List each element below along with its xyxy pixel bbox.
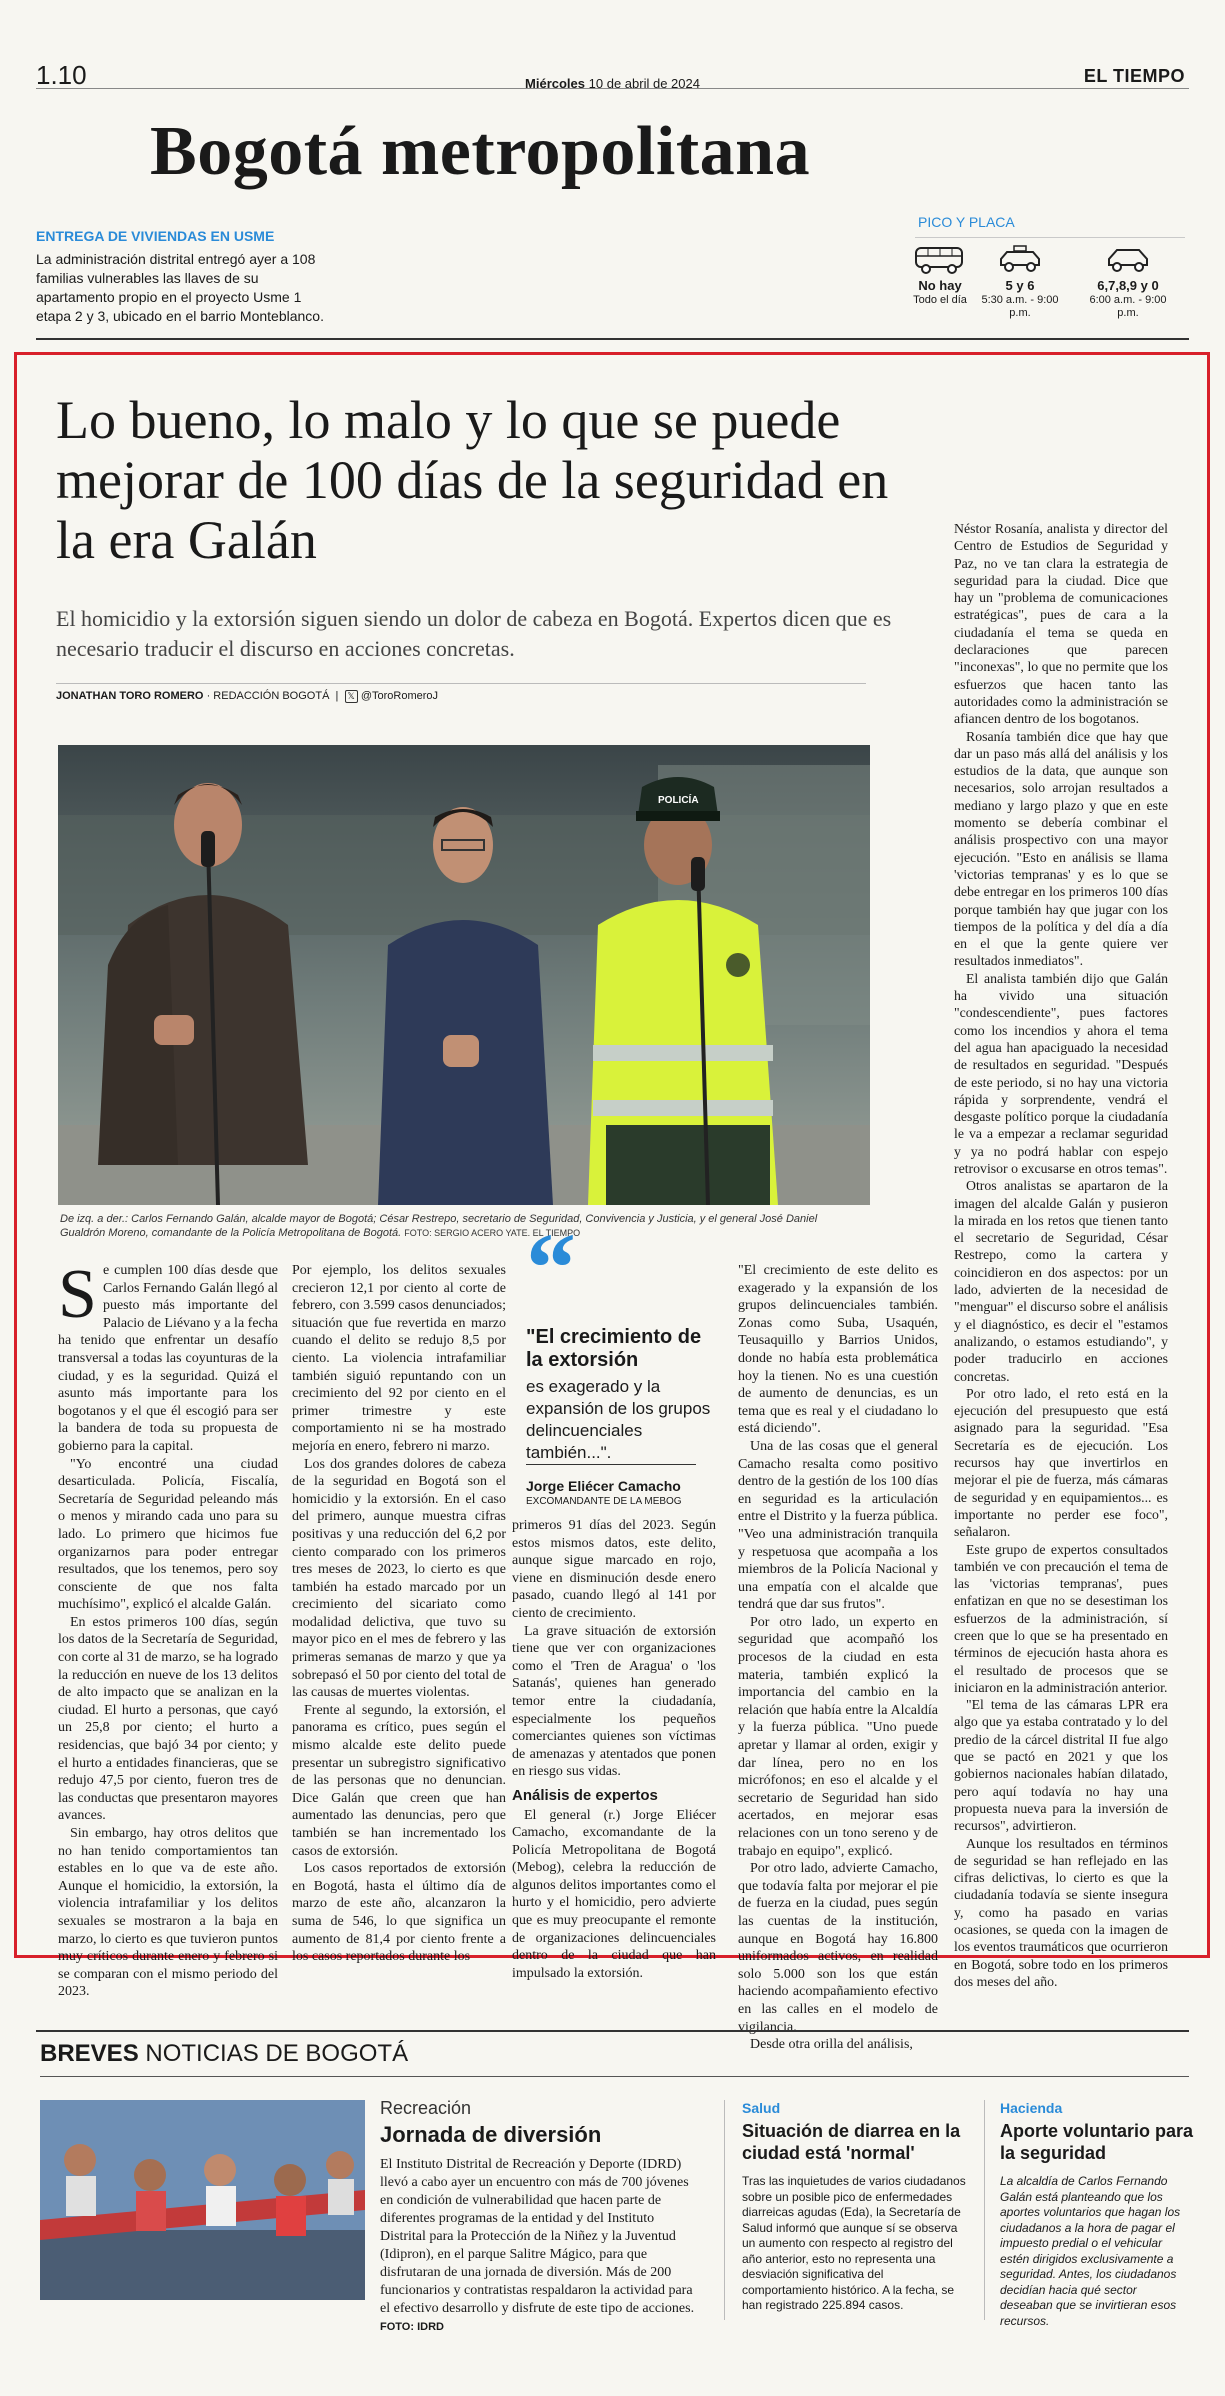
article-paragraph: Frente al segundo, la extorsión, el panorama es crítico, pues según el mismo alcalde este delito puede presentar un subregistro significativo de las personas que no denuncian. Dice Galán que creen que han aumentado las denuncias, pero que también se han incrementado los casos de extorsión. — [292, 1702, 506, 1859]
pyp-bus-schedule: Todo el día — [913, 294, 967, 306]
byline-rule — [56, 683, 866, 684]
pyp-taxi-schedule: 5:30 a.m. - 9:00 p.m. — [981, 294, 1059, 319]
breve-3-text: La alcaldía de Carlos Fernando Galán está planteando que los aportes voluntarios que hagan los ciudadanos a la hora de pagar el impuesto predial o el vehicular estén dirigidos exclusivamente a seguridad. Antes, los ciudadanos decidían hacia qué sector deseaban que se invirtieran esos recursos. — [1000, 2174, 1181, 2328]
article-headline: Lo bueno, lo malo y lo que se puede mejorar de 100 días de la seguridad en la era Galán — [56, 390, 889, 570]
article-paragraph: Los casos reportados de extorsión en Bogotá, hasta el último día de marzo de este año, alcanzaron la suma de 546, lo que significa un aumento de 81,4 por ciento frente a los casos reportados durante los — [292, 1861, 506, 1965]
article-paragraph: "El tema de las cámaras LPR era algo que ya estaba contratado y lo del predio de la cárcel distrital II fue algo que se pactó en 2021 y que los gobiernos nacionales habían dilatado, pero aquí todavía no hay una propuesta nueva para la inversión de recursos", advirtieron. — [954, 1697, 1168, 1834]
breve-2-category: Salud — [742, 2100, 781, 2116]
breve-1-body — [380, 2156, 700, 2336]
issue-day: 10 de abril de 2024 — [588, 76, 700, 91]
pyp-item-taxi — [975, 245, 1065, 320]
x-logo-icon: 𝕏 — [345, 690, 358, 703]
breve-2-text: Tras las inquietudes de varios ciudadanos sobre un posible pico de enfermedades diarreicas agudas (Eda), la Secretaría de Salud informó que aunque sí se observa un aumento con respecto al registro del año anterior, esto no representa una desviación significativa del comportamiento histórico. A la fecha, se han registrado 225.894 casos. — [742, 2174, 966, 2312]
section-title: Bogotá metropolitana — [150, 113, 811, 190]
breves-label-rest: NOTICIAS DE BOGOTÁ — [145, 2040, 409, 2067]
newspaper-brand: EL TIEMPO — [1083, 66, 1185, 86]
pico-y-placa-rule — [915, 237, 1185, 238]
author-name: JONATHAN TORO ROMERO — [56, 690, 204, 702]
photo-credit: FOTO: SERGIO ACERO YATE. EL TIEMPO — [404, 1228, 581, 1238]
pull-quote-author: Jorge Eliécer Camacho — [526, 1478, 681, 1494]
article-paragraph: El general (r.) Jorge Eliécer Camacho, excomandante de la Policía Metropolitana de Bogotá (Mebog), celebra la reducción de algunos delitos importantes como el hurto y el homicidio, pero advierte que es muy preocupante el remonte de organizaciones delincuenciales dentro de la ciudad que han impulsado la extorsión. — [512, 1807, 716, 1981]
pyp-car-schedule: 6:00 a.m. - 9:00 p.m. — [1089, 294, 1167, 319]
author-handle: @ToroRomeroJ — [360, 690, 439, 702]
author-desk: · REDACCIÓN BOGOTÁ — [206, 690, 330, 702]
article-subhead: Análisis de expertos — [512, 1786, 658, 1804]
pull-quote-text: es exagerado y la expansión de los grupos delincuenciales también...". — [526, 1377, 711, 1462]
article-paragraph: Una de las cosas que el general Camacho resalta como positivo dentro de la gestión de los 100 días en seguridad es la articulación entre el Distrito y la fuerza pública. "Veo una administración tranquila y respetuosa que acompaña a los miembros de la Policía Nacional y una empatía con el alcalde que tendrá que dar sus frutos". — [738, 1438, 938, 1613]
article-paragraph: Este grupo de expertos consultados también ve con precaución el tema de las 'victorias tempranas', pues enfatizan en que no se desestiman los esfuerzos de la administración, sí creen que lo que se ha presentado en términos de ejecución hasta ahora es el resultado de procesos que se iniciaron en la administración anterior. — [954, 1541, 1168, 1695]
breves-separator — [724, 2100, 725, 2320]
section-divider — [36, 338, 1189, 340]
article-paragraph: e cumplen 100 días desde que Carlos Fernando Galán llegó al puesto más importante del Palacio de Liévano y a la fecha ha tenido que enfrentar un desafío transversal a todas las coyunturas de la ciudad, y es la seguridad. Quizá el asunto más importante para los bogotanos y el que él escogió para ser la bandera de toda su propuesta de gobierno para la capital. — [58, 1263, 278, 1454]
article-paragraph: El analista también dijo que Galán ha vivido una situación "condescendiente", pues factores como los incendios y ahora el tema del agua han apaciguado la necesidad de resultados en seguridad. "Después de este periodo, si no hay una victoria rápida y sorprendente, vendrá el desgaste político porque la ciudadanía le va a empezar a reclamar seguridad y ya no podrá hablar con espejo retrovisor o excusarse en otros temas". — [954, 970, 1168, 1176]
article-paragraph: Los dos grandes dolores de cabeza de la seguridad en Bogotá son el homicidio y la extorsión. En el caso del primero, aunque muestra cifras positivas y una reducción del 6,2 por ciento comparado con los primeros tres meses de 2023, lo cierto es que también ha estado marcado por un crecimiento del sicariato como modalidad delictiva, que tuvo su mayor pico en el mes de febrero y las primeras semanas de marzo y que ya sobrepasó el 50 por ciento del total de las causas de muertes violentas. — [292, 1456, 506, 1701]
article-paragraph: Rosanía también dice que hay que dar un paso más allá del análisis y los estudios de la data, que aunque son necesarios, solo arrojan resultados a mediano y largo plazo y que en este momento se debería combinar el análisis prospectivo con una mayor ejecución. "Esto en análisis se llama 'victorias tempranas' y es lo que se debe entregar en los primeros 100 días porque también hay que jugar con los tiempos de la política y del día a día en el que la gente quiere ver resultados inmediatos". — [954, 728, 1168, 969]
article-paragraph: "Yo encontré una ciudad desarticulada. Policía, Fiscalía, Secretaría de Seguridad peleando más o menos y mirando cada uno para su lado. Lo primero que hicimos fue organizarnos para poder entregar resultados, que los tenemos, pero soy consciente de que nos falta muchísimo", explicó el alcalde Galán. — [58, 1456, 278, 1613]
issue-date — [0, 76, 1225, 91]
breves-label-bold: BREVES — [40, 2040, 139, 2067]
article-column-1 — [58, 1256, 278, 2001]
breves-photo — [40, 2100, 365, 2300]
pull-quote-lead: "El crecimiento de la extorsión — [526, 1326, 702, 1371]
photo-caption — [60, 1212, 860, 1240]
police-cap-label: POLICÍA — [658, 795, 699, 806]
breves-top-rule — [36, 2030, 1189, 2032]
article-paragraph: La grave situación de extorsión tiene que ver con organizaciones como el 'Tren de Aragua' o 'los Satanás', quienes han generado temor entre la ciudadanía, especialmente los pequeños comerciantes quienes son víctimas de amenazas y atentados que ponen en riesgo sus vidas. — [512, 1623, 716, 1780]
article-paragraph: Por ejemplo, los delitos sexuales crecieron 12,1 por ciento al corte de febrero, con 3.599 casos denunciados; situación que fue revertida en marzo cuando el delito se redujo 8,5 por ciento. La violencia intrafamiliar también siguió repuntando con un crecimiento del 92 por ciento en el primer trimestre y este comportamiento ni se ha mostrado mejoría en enero, febrero ni marzo. — [292, 1263, 506, 1454]
article-paragraph: Por otro lado, advierte Camacho, que todavía falta por mejorar el pie de fuerza en la ciudad, pues según las cuentas de la institución, aunque en Bogotá hay 16.800 uniformados activos, en realidad solo 5.000 son los que están haciendo acompañamiento efectivo en las calles en el modelo de vigilancia. — [738, 1861, 938, 2035]
article-paragraph: Sin embargo, hay otros delitos que no han tenido comportamientos tan estables en lo que va de este año. Aunque el homicidio, la extorsión, la violencia intrafamiliar y los delitos sexuales se mostraron a la baja en marzo, lo cierto es que tuvieron puntos muy críticos durante enero y febrero si se comparan con el mismo periodo del 2023. — [58, 1826, 278, 2000]
car-icon — [1105, 245, 1151, 275]
article-paragraph: Aunque los resultados en términos de seguridad se han reflejado en las cifras delictivas, lo cierto es que la ciudadanía todavía se siente insegura y, como ha pasado en varias ocasiones, se queda con la imagen de los eventos traumáticos que ocurrieron en Bogotá, sobre todo en los primeros dos meses del año. — [954, 1835, 1168, 1989]
article-column-5 — [954, 520, 1168, 1990]
article-paragraph: Por otro lado, un experto en seguridad que acompañó los procesos de la ciudad en esta materia, también explicó la importancia del cambio en la relación que había entre la Alcaldía y la fuerza pública. "Uno puede apretar y llamar al orden, exigir y dar línea, pero no en los micrófonos; en eso el alcalde y el secretario de Seguridad han sido acertados, en mejorar esas relaciones con un tono sereno y de trabajo en equipo", explicó. — [738, 1614, 938, 1859]
breve-1-title: Jornada de diversión — [380, 2122, 602, 2147]
quote-mark-icon: “ — [526, 1212, 576, 1323]
article-photo — [58, 745, 870, 1205]
article-paragraph: Néstor Rosanía, analista y director del Centro de Estudios de Seguridad y Paz, no ve tan clara la estrategia de seguridad para la ciudad. Dice que hay un "problema de comunicaciones estratégicas", pues de cara a la ciudadanía el tema se queda en declaraciones que parecen "inconexas", lo que no permite que los esfuerzos que hacen tanto las autoridades como la administración se afiancen dentro de los bogotanos. — [954, 521, 1168, 727]
promo-text: La administración distrital entregó ayer a 108 familias vulnerables las llaves de su apartamento propio en el proyecto Usme 1 etapa 2 y 3, ubicado en el barrio Monteblanco. — [36, 251, 324, 324]
article-deck: El homicidio y la extorsión siguen siendo un dolor de cabeza en Bogotá. Expertos dicen que es necesario traducir el discurso en acciones concretas. — [56, 606, 892, 661]
pull-quote-role: EXCOMANDANTE DE LA MEBOG — [526, 1496, 682, 1507]
pyp-item-car — [1078, 245, 1178, 320]
article-paragraph: Desde otra orilla del análisis, — [750, 2037, 913, 2053]
pyp-bus-value: No hay — [918, 278, 962, 293]
page-number: 1.10 — [36, 60, 87, 90]
issue-weekday: Miércoles — [525, 76, 586, 91]
breves-rule — [40, 2076, 1189, 2077]
article-column-3 — [512, 1517, 716, 1982]
breve-3-category: Hacienda — [1000, 2100, 1063, 2116]
pyp-item-bus — [900, 245, 980, 307]
article-paragraph: primeros 91 días del 2023. Según estos mismos datos, este delito, aunque sigue marcado en rojo, viene en disminución desde enero pasado, cuando llegó al 141 por ciento de crecimiento. — [512, 1518, 716, 1621]
breve-2-title: Situación de diarrea en la ciudad está 'normal' — [742, 2121, 961, 2163]
breve-1-text: El Instituto Distrital de Recreación y Deporte (IDRD) llevó a cabo ayer un encuentro con más de 700 jóvenes en condición de vulnerabilidad que hacen parte de diferentes programas de la entidad y del Instituto Distrital para la Protección de la Niñez y la Juventud (Idipron), en el parque Salitre Mágico, para que disfrutaran de una jornada de diversión. Más de 200 funcionarios y contratistas respaldaron la actividad para el efectivo desarrollo y disfrute de este tipo de acciones. — [380, 2157, 695, 2316]
article-paragraph: Otros analistas se apartaron de la imagen del alcalde Galán y pusieron la mirada en los retos que tienen tanto el secretario de Seguridad, César Restrepo, como la cartera y coincidieron en dos aspectos: por un lado, advierten de la necesidad de "menguar" el discurso sobre el análisis y el diagnóstico, es decir el "estamos analizando, o estamos estudiando", y poder traducirlo en acciones concretas. — [954, 1178, 1168, 1384]
article-column-4 — [738, 1262, 938, 2054]
article-paragraph: Por otro lado, el reto está en la ejecución del presupuesto que está asignado para la seguridad. "Esa Secretaría es de ejecución. Los recursos hay que invertirlos en mejorar el pie de fuerza, más cámaras de seguridad y en equipamientos... es importante no perder ese foco", señalaron. — [954, 1385, 1168, 1540]
pico-y-placa-title: PICO Y PLACA — [918, 214, 1015, 230]
article-paragraph: "El crecimiento de este delito es exagerado y la expansión de los grupos delincuenciales también. Zonas como Suba, Usaquén, Teusaquillo y Barrios Unidos, donde no había esta problemática hoy la tienen. No es una cuestión de aumento de denuncias, es un tema que es real y el ciudadano lo está diciendo". — [738, 1263, 938, 1437]
pyp-car-value: 6,7,8,9 y 0 — [1097, 278, 1159, 293]
breve-1-credit: FOTO: IDRD — [380, 2321, 444, 2333]
article-column-2 — [292, 1262, 506, 1966]
drop-cap: S — [58, 1256, 97, 1333]
promo-headline: ENTREGA DE VIVIENDAS EN USME — [36, 228, 275, 244]
byline: JONATHAN TORO ROMERO · REDACCIÓN BOGOTÁ | 𝕏 @ToroRomeroJ — [56, 690, 439, 702]
article-paragraph: En estos primeros 100 días, según los datos de la Secretaría de Seguridad, con corte al 31 de marzo, se ha logrado la reducción en nueve de los 13 delitos de alto impacto que se analizan en la ciudad. El hurto a personas, que cayó un 25,8 por ciento; el hurto a residencias, que bajó 34 por ciento; y el hurto a entidades financieras, que se redujo 47,5 por ciento, fueron tres de las conductas que presentaron mayores avances. — [58, 1614, 278, 1824]
breve-1-category: Recreación — [380, 2098, 472, 2118]
pull-quote-rule — [526, 1464, 696, 1465]
caption-text: De izq. a der.: Carlos Fernando Galán, alcalde mayor de Bogotá; César Restrepo, secretario de Seguridad, Convivencia y Justicia, y el general José Daniel Gualdrón Moreno, comandante de la Policía Metropolitana de Bogotá. — [60, 1213, 818, 1239]
breves-separator — [984, 2100, 985, 2320]
bus-icon — [914, 245, 966, 275]
taxi-icon — [997, 245, 1043, 275]
breve-3-title: Aporte voluntario para la seguridad — [1000, 2121, 1194, 2163]
breves-label — [40, 2040, 408, 2068]
pyp-taxi-value: 5 y 6 — [1005, 278, 1035, 293]
